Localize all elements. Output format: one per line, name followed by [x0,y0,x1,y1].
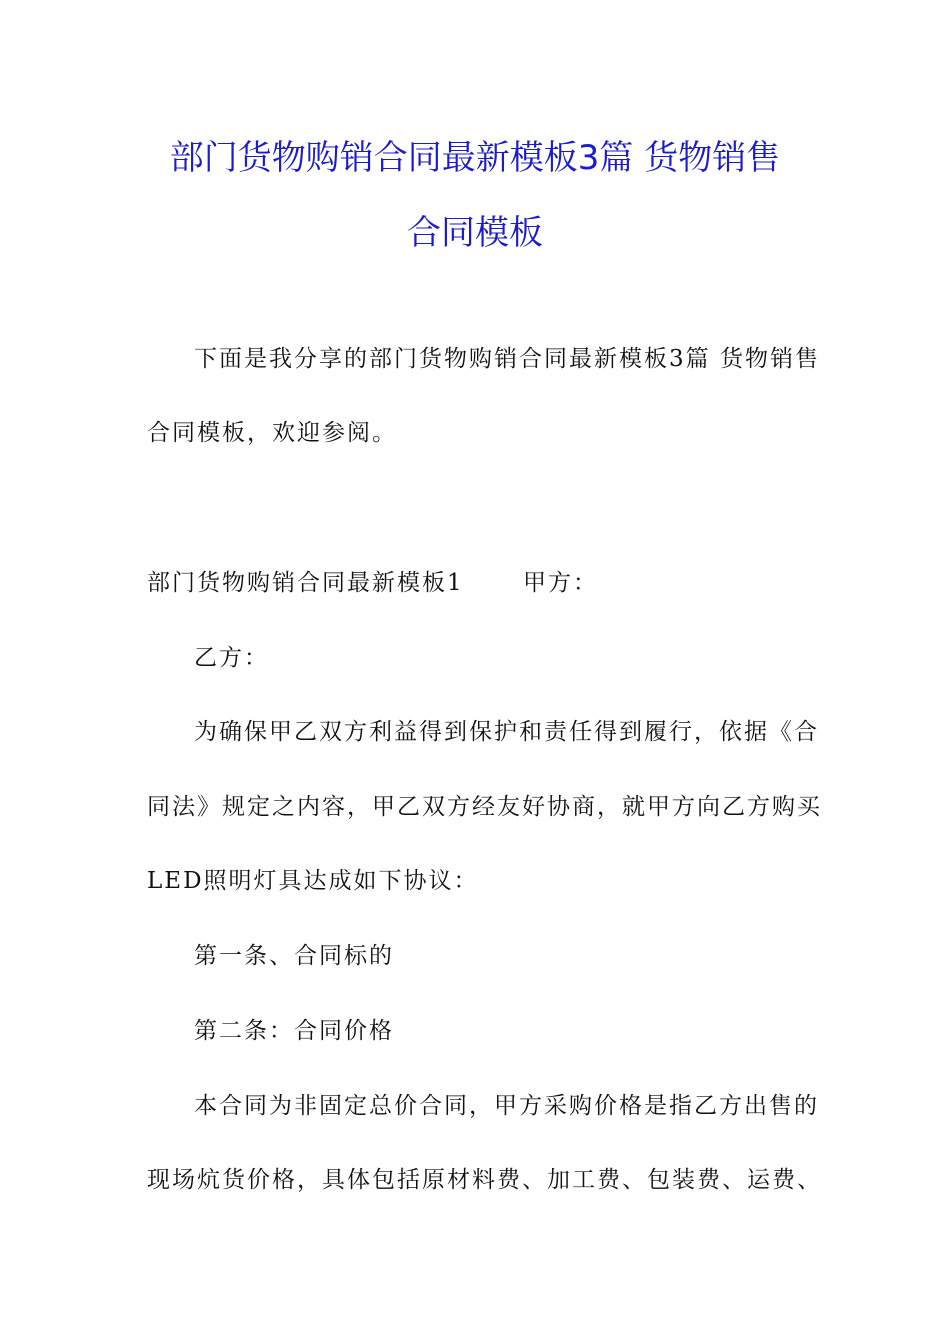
para2-line-2: 现场炕货价格，具体包括原材料费、加工费、包装费、运费、 [147,1167,822,1193]
contract-heading: 部门货物购销合同最新模板1 甲方： [147,570,598,596]
article-2-heading: 第二条：合同价格 [194,1018,394,1044]
document-title-line-1: 部门货物购销合同最新模板3篇 货物销售 [169,138,781,178]
para1-line-2: 同法》规定之内容，甲乙双方经友好协商，就甲方向乙方购买 [147,794,822,820]
intro-line-1: 下面是我分享的部门货物购销合同最新模板3篇 货物销售 [194,346,820,372]
document-title-line-2: 合同模板 [407,213,543,253]
para2-line-1: 本合同为非固定总价合同，甲方采购价格是指乙方出售的 [194,1093,819,1119]
para1-line-3: LED照明灯具达成如下协议： [147,868,479,894]
intro-line-2: 合同模板，欢迎参阅。 [147,420,397,446]
party-b-label: 乙方： [194,645,269,671]
article-1-heading: 第一条、合同标的 [194,943,394,969]
para1-line-1: 为确保甲乙双方利益得到保护和责任得到履行，依据《合 [194,719,819,745]
